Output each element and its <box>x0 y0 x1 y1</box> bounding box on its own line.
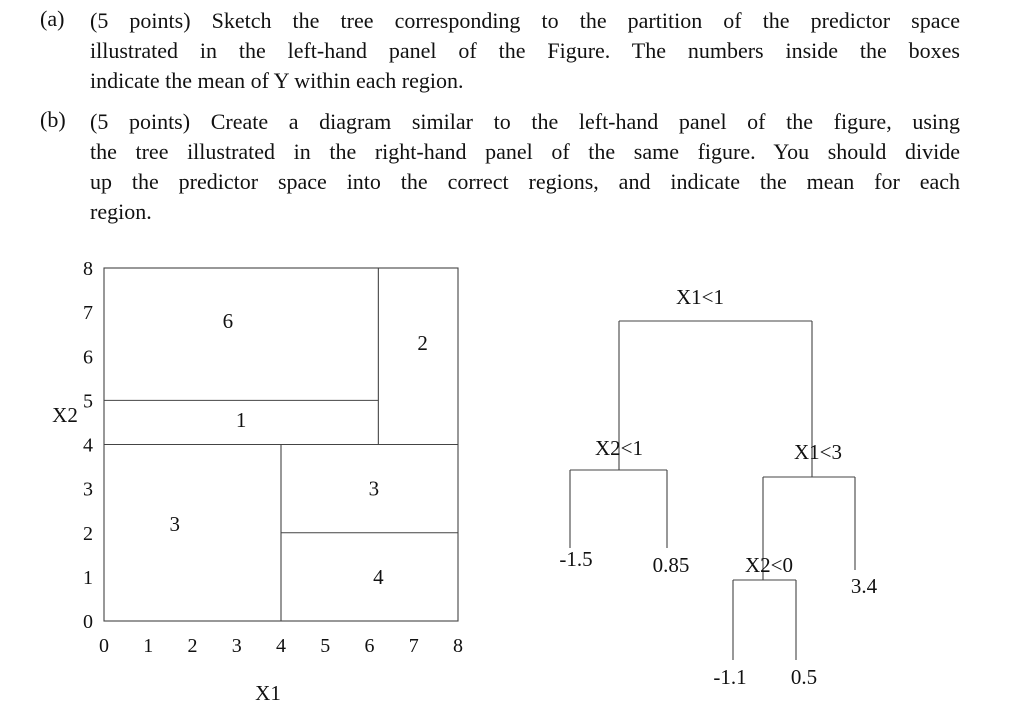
tree-leaf-value: -1.1 <box>713 665 747 689</box>
question-a-label: (a) <box>40 6 65 31</box>
tree-leaf-value: 0.85 <box>652 553 690 577</box>
x-tick-label: 7 <box>408 635 419 657</box>
y-tick-label: 0 <box>83 611 93 633</box>
x-tick-label: 3 <box>231 635 242 657</box>
y-tick-label: 6 <box>83 346 93 369</box>
region-mean: 3 <box>169 511 181 536</box>
x-axis-label: X1 <box>255 681 281 705</box>
y-tick-label: 3 <box>83 478 93 501</box>
x-tick-label: 6 <box>364 635 375 657</box>
question-b-line: (5 points) Create a diagram similar to the left-hand panel of the figure, using <box>90 109 960 134</box>
x-tick-label: 2 <box>187 635 198 657</box>
question-a-line: (5 points) Sketch the tree corresponding to the partition of the predictor space <box>90 8 960 33</box>
partition-plot <box>52 258 463 705</box>
question-a-line: indicate the mean of Y within each region. <box>90 68 464 93</box>
question-b-label: (b) <box>40 107 66 132</box>
x-tick-label: 1 <box>143 635 154 657</box>
question-b-line: region. <box>90 199 152 224</box>
tree-node-label: X2<0 <box>744 553 794 577</box>
tree-node-label: X1<3 <box>793 440 843 464</box>
y-tick-label: 8 <box>83 258 93 280</box>
tree-node-label: X1<1 <box>675 285 725 309</box>
question-b-line: the tree illustrated in the right-hand panel of the same figure. You should divide <box>90 139 960 164</box>
y-tick-label: 2 <box>83 522 93 545</box>
tree-leaf-value: -1.5 <box>559 547 593 571</box>
x-tick-label: 5 <box>320 635 331 657</box>
regression-tree <box>559 285 877 689</box>
x-tick-label: 4 <box>276 635 286 657</box>
y-tick-label: 7 <box>83 302 93 325</box>
x-tick-label: 0 <box>99 635 109 657</box>
question-a-line: illustrated in the left-hand panel of the Figure. The numbers inside the boxes <box>90 38 960 63</box>
y-tick-label: 4 <box>83 434 93 457</box>
region-mean: 2 <box>417 331 428 356</box>
question-b-line: up the predictor space into the correct regions, and indicate the mean for each <box>90 169 960 194</box>
tree-node-label: X2<1 <box>594 436 644 460</box>
y-tick-label: 1 <box>83 566 93 589</box>
y-axis-label: X2 <box>52 403 78 427</box>
region-mean: 3 <box>368 476 380 501</box>
tree-leaf-value: 0.5 <box>790 665 818 689</box>
region-mean: 1 <box>235 408 247 433</box>
region-mean: 6 <box>222 308 234 333</box>
y-tick-label: 5 <box>83 390 93 413</box>
tree-leaf-value: 3.4 <box>850 574 878 598</box>
x-tick-label: 8 <box>453 635 463 657</box>
region-mean: 4 <box>373 564 384 589</box>
